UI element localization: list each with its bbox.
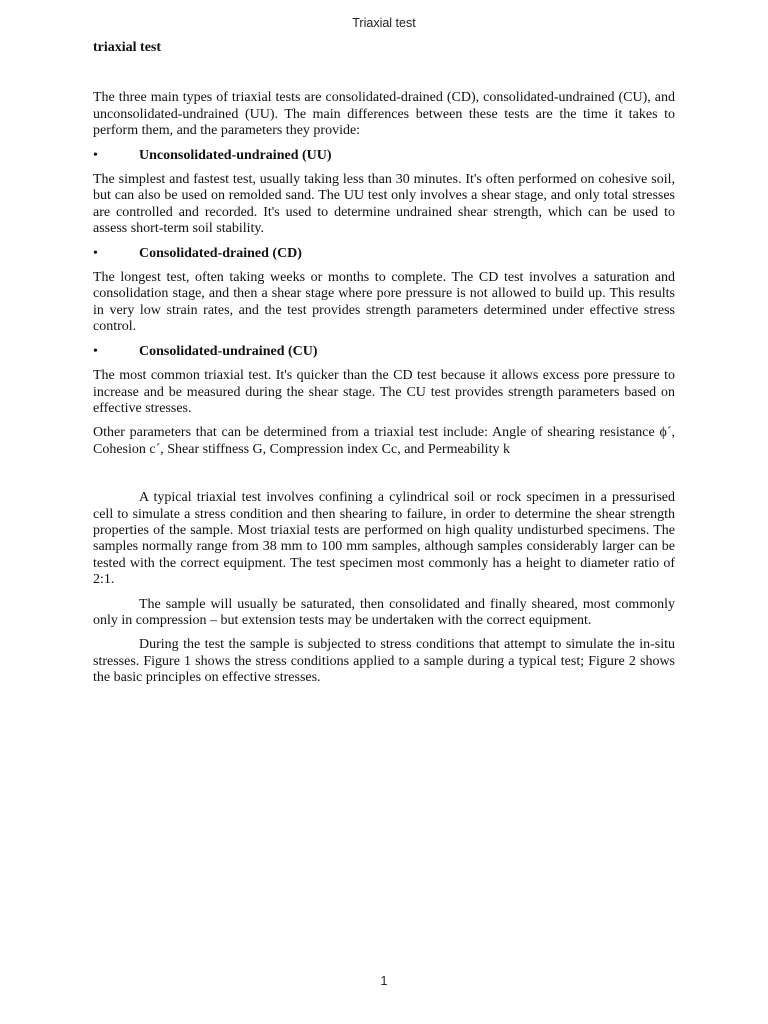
section-heading-label: Consolidated-drained (CD) [139,245,302,261]
page-number: 1 [380,974,388,988]
section-heading-label: Consolidated-undrained (CU) [139,343,318,359]
bullet-icon: • [93,343,98,359]
document-title: triaxial test [93,40,162,55]
document-body [93,40,675,695]
intro-paragraph: The three main types of triaxial tests are consolidated-drained (CD), consolidated-undrained (CU), and unconsolidated-undrained (UU). The main differences between these tests are the time it takes to perform them, and the parameters they provide: [93,90,675,139]
body-paragraph-typical-test: A typical triaxial test involves confining a cylindrical soil or rock specimen in a pressurised cell to simulate a stress condition and then shearing to failure, in order to determine the shear strength properties of the sample. Most triaxial tests are performed on high quality undisturbed specimens. The samples normally range from 38 mm to 100 mm samples, although samples considerably larger can be tested with the correct equipment. The test specimen most commonly has a height to diameter ratio of 2:1. [93,490,675,588]
section-heading-label: Unconsolidated-undrained (UU) [139,147,332,163]
body-paragraph-stress-conditions: During the test the sample is subjected to stress conditions that attempt to simulate the in-situ stresses. Figure 1 shows the stress conditions applied to a sample during a typical test; Figure 2 shows the basic principles on effective stresses. [93,637,675,686]
section-body-cd: The longest test, often taking weeks or months to complete. The CD test involves a saturation and consolidation stage, and then a shear stage where pore pressure is not allowed to build up. This results in very low strain rates, and the test provides strength parameters determined under effective stress control. [93,270,675,335]
bullet-icon: • [93,245,98,261]
bullet-icon: • [93,147,98,163]
section-heading-cd [93,246,675,262]
section-heading-uu [93,148,675,164]
section-body-uu: The simplest and fastest test, usually taking less than 30 minutes. It's often performed on cohesive soil, but can also be used on remolded sand. The UU test only involves a shear stage, and only total stresses are controlled and recorded. It's used to determine undrained shear strength, which can be used to assess short-term soil stability. [93,172,675,237]
page-header: Triaxial test [352,16,416,30]
section-body-cu: The most common triaxial test. It's quicker than the CD test because it allows excess pore pressure to increase and be measured during the shear stage. The CU test provides strength parameters based on effective stresses. [93,368,675,416]
body-paragraph-sample-process: The sample will usually be saturated, then consolidated and finally sheared, most commonly only in compression – but extension tests may be undertaken with the correct equipment. [93,596,675,628]
section-heading-cu [93,344,675,360]
paragraph-spacer [93,466,675,490]
other-parameters-paragraph: Other parameters that can be determined from a triaxial test include: Angle of shearing resistance ϕ´, Cohesion c´, Shear stiffness G, Compression index Cc, and Permeability k [93,425,675,457]
